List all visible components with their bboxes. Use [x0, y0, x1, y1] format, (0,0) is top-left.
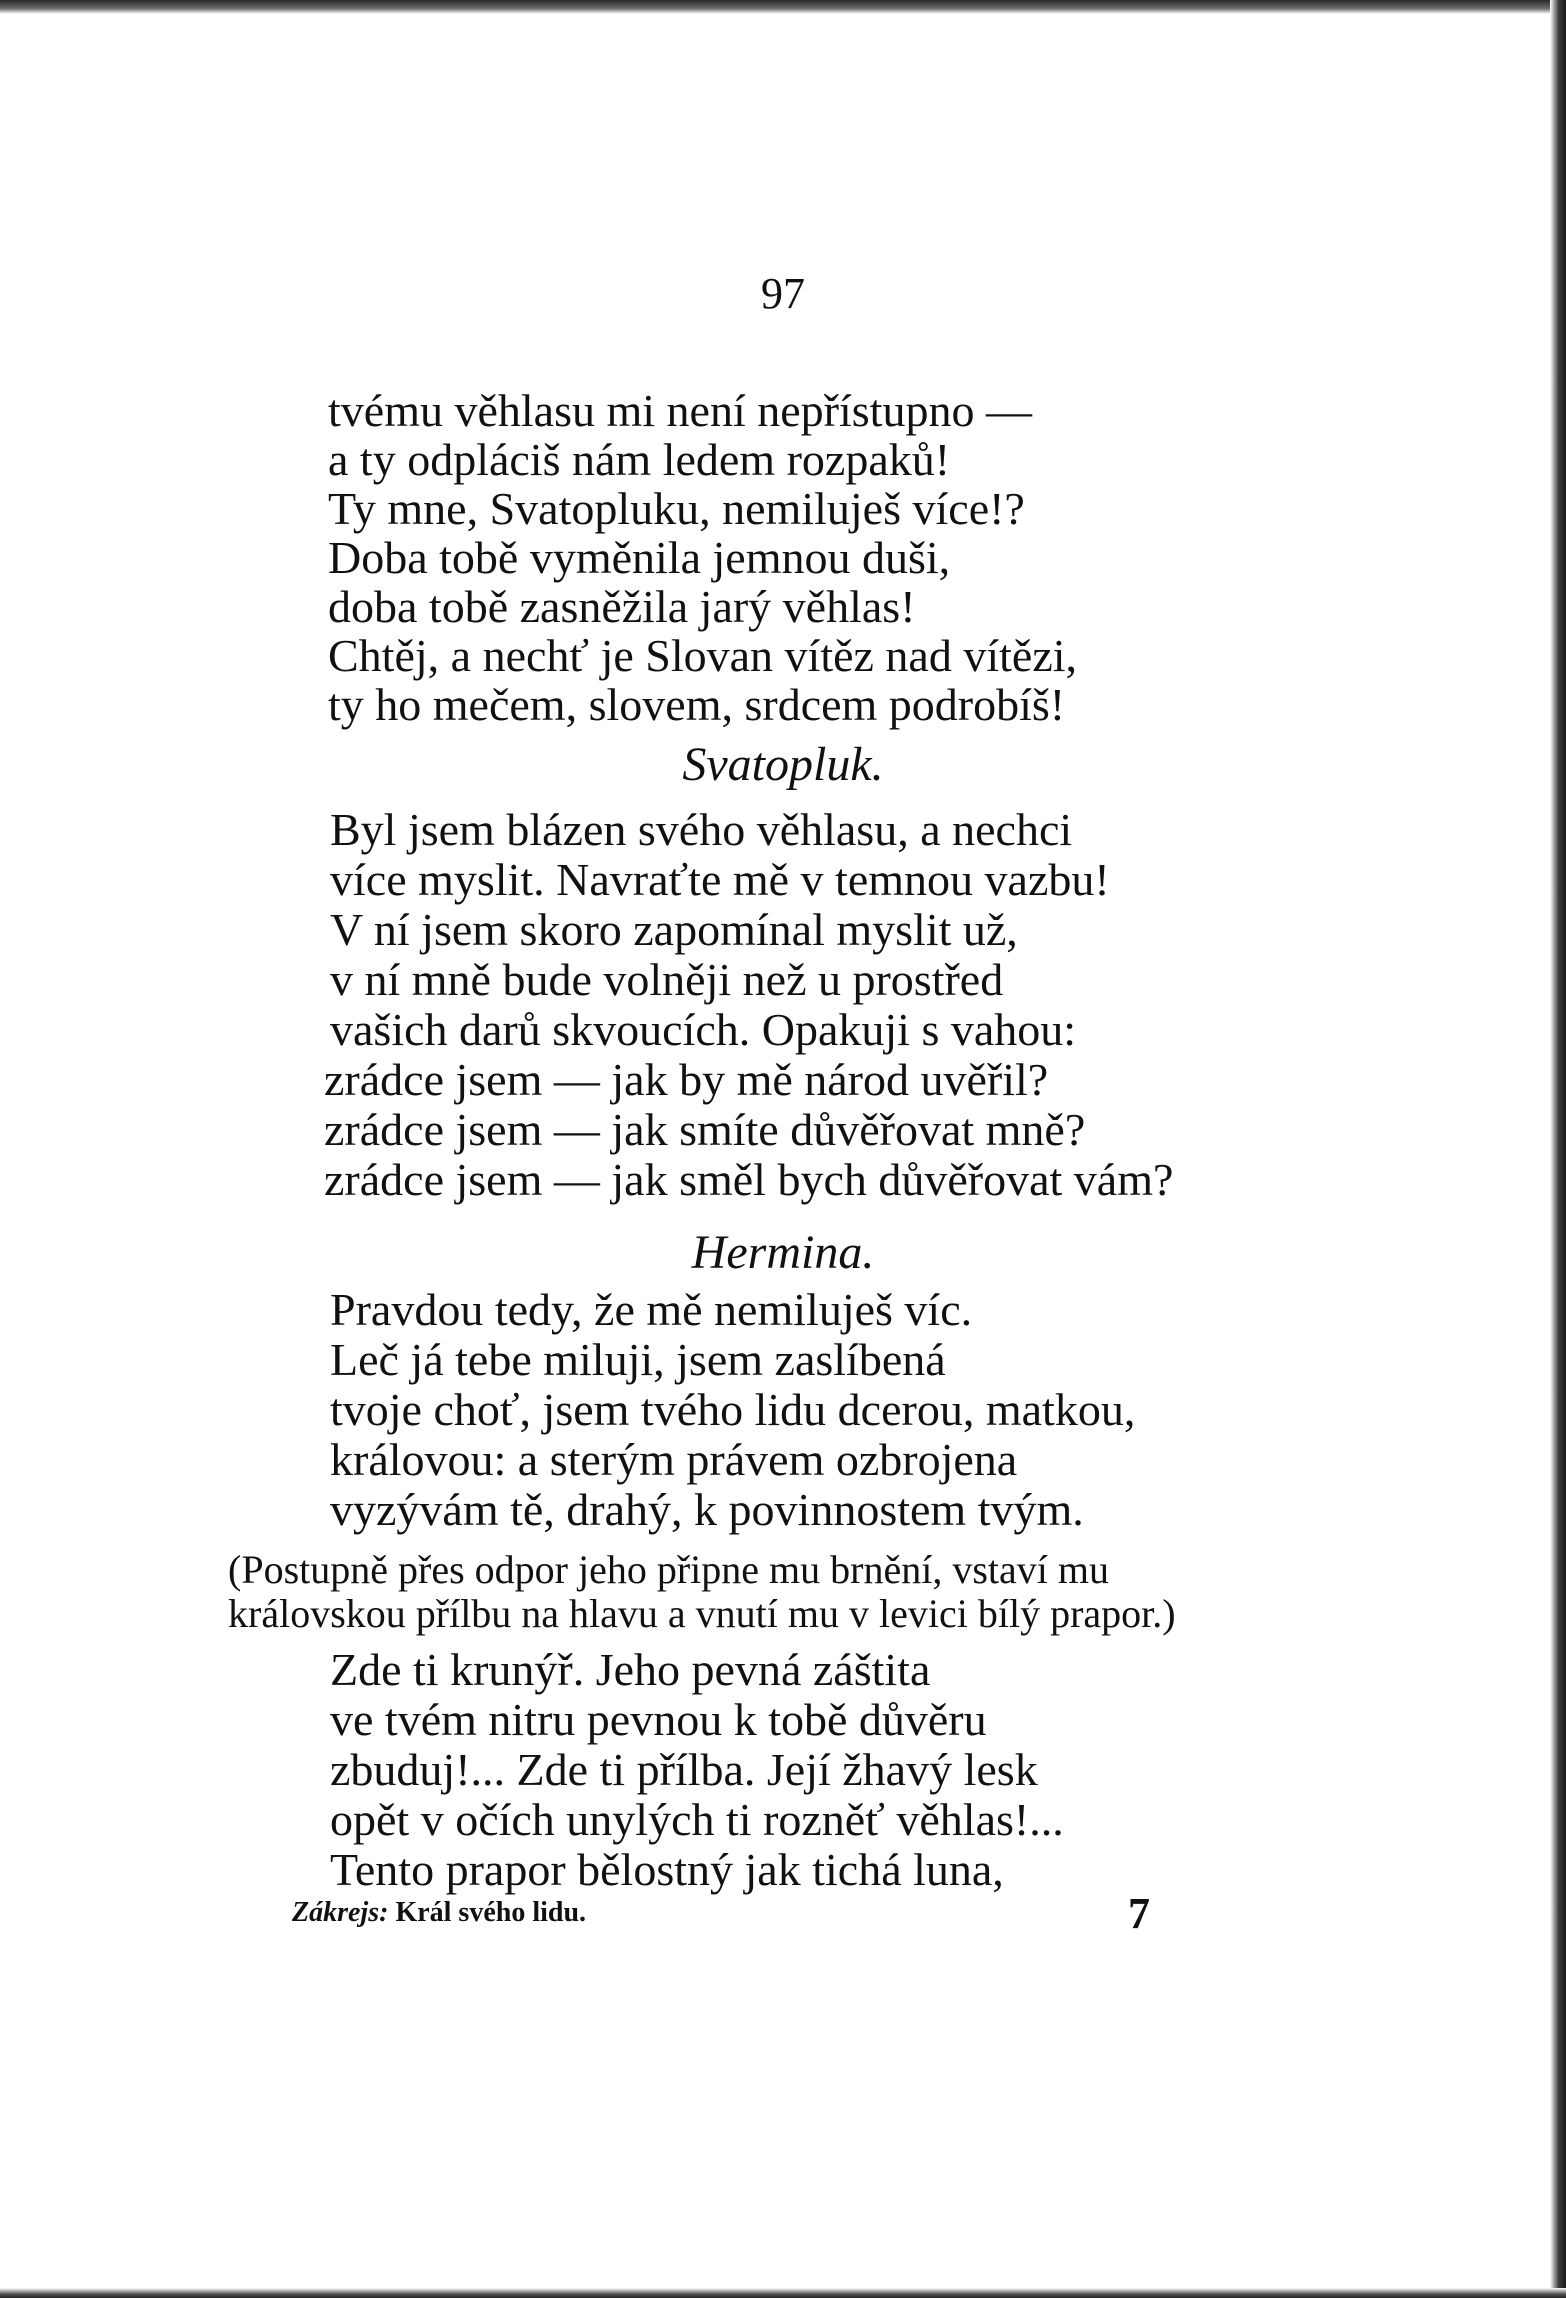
verse-line: Tento prapor bělostný jak tichá luna, — [330, 1844, 1004, 1895]
verse-line: zrádce jsem — jak směl bych důvěřovat vám? — [324, 1154, 1174, 1205]
verse-line: zrádce jsem — jak by mě národ uvěřil? — [324, 1054, 1049, 1105]
verse-line: Byl jsem blázen svého věhlasu, a nechci — [330, 804, 1073, 855]
footer-author: Zákrejs: — [292, 1897, 389, 1928]
page-edge-top — [0, 0, 1566, 14]
verse-line: Pravdou tedy, že mě nemiluješ víc. — [330, 1284, 973, 1335]
speaker-name: Svatopluk. — [682, 738, 884, 791]
verse-line: V ní jsem skoro zapomínal myslit už, — [330, 904, 1018, 955]
verse-line: ve tvém nitru pevnou k tobě důvěru — [330, 1694, 987, 1745]
page-number: 97 — [761, 269, 805, 318]
verse-line: tvoje choť, jsem tvého lidu dcerou, matkou, — [330, 1384, 1136, 1435]
page-edge-bottom — [0, 2288, 1566, 2298]
verse-line: vašich darů skvoucích. Opakuji s vahou: — [330, 1004, 1077, 1055]
signature-mark: 7 — [1128, 1889, 1150, 1938]
verse-line: více myslit. Navraťte mě v temnou vazbu! — [330, 854, 1110, 905]
verse-line: Doba tobě vyměnila jemnou duši, — [328, 532, 951, 583]
verse-line: a ty odpláciš nám ledem rozpaků! — [328, 434, 951, 485]
stage-direction-line: (Postupně přes odpor jeho připne mu brnění, vstaví mu — [228, 1547, 1109, 1592]
verse-line: zrádce jsem — jak smíte důvěřovat mně? — [324, 1104, 1086, 1155]
verse-line: v ní mně bude volněji než u prostřed — [330, 954, 1004, 1005]
verse-line: Zde ti krunýř. Jeho pevná záštita — [330, 1644, 931, 1695]
verse-line: královou: a sterým právem ozbrojena — [330, 1434, 1018, 1485]
verse-line: Leč já tebe miluji, jsem zaslíbená — [330, 1334, 946, 1385]
speaker-name: Hermina. — [691, 1226, 875, 1279]
verse-line: doba tobě zasněžila jarý věhlas! — [328, 581, 916, 632]
page-edge-right — [1550, 0, 1566, 2298]
verse-line: tvému věhlasu mi není nepřístupno — — [328, 385, 1032, 436]
verse-line: opět v očích unylých ti rozněť věhlas!... — [330, 1794, 1064, 1845]
verse-line: Ty mne, Svatopluku, nemiluješ více!? — [328, 483, 1025, 534]
verse-line: vyzývám tě, drahý, k povinnostem tvým. — [330, 1484, 1084, 1535]
verse-line: ty ho mečem, slovem, srdcem podrobíš! — [328, 679, 1066, 730]
footer-title: Král svého lidu. — [395, 1897, 587, 1928]
stage-direction-line: královskou přílbu na hlavu a vnutí mu v levici bílý prapor.) — [228, 1591, 1176, 1636]
footer-source — [292, 1896, 586, 1930]
verse-line: Chtěj, a nechť je Slovan vítěz nad vítězi, — [328, 630, 1078, 681]
verse-line: zbuduj!... Zde ti přílba. Její žhavý lesk — [330, 1744, 1038, 1795]
